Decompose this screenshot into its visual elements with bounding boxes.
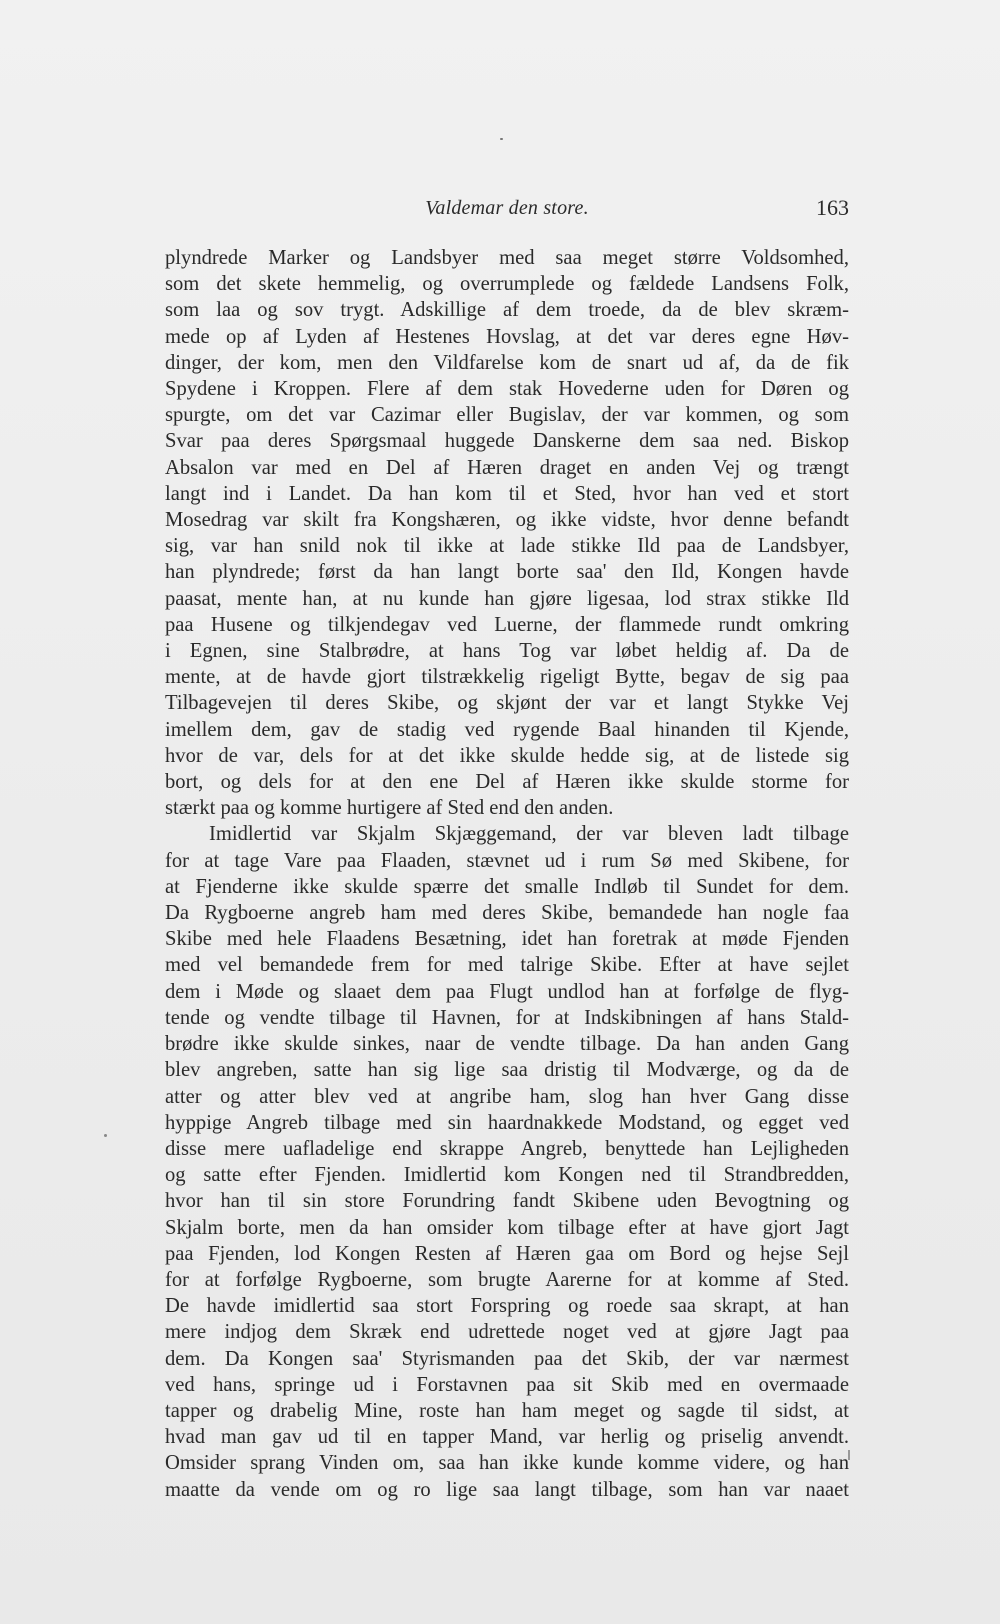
paper-speck (500, 138, 503, 140)
text-line: dem i Møde og slaaet dem paa Flugt undlod han at forfølge de flyg- (165, 980, 849, 1003)
text-line: atter og atter blev ved at angribe ham, slog han hver Gang disse (165, 1085, 849, 1108)
text-line: Omsider sprang Vinden om, saa han ikke kunde komme videre, og han (165, 1452, 849, 1475)
text-line: paasat, mente han, at nu kunde han gjøre ligesaa, lod strax stikke Ild (165, 587, 849, 610)
text-line: imellem dem, gav de stadig ved rygende Baal hinanden til Kjende, (165, 718, 849, 741)
text-line: paa Husene og tilkjendegav ved Luerne, der flammede rundt omkring (165, 613, 849, 636)
text-line: Skibe med hele Flaadens Besætning, idet han foretrak at møde Fjenden (165, 928, 849, 951)
text-line: dem. Da Kongen saa' Styrismanden paa det Skib, der var nærmest (165, 1347, 849, 1370)
text-line: han plyndrede; først da han langt borte saa' den Ild, Kongen havde (165, 561, 849, 584)
text-line: sig, var han snild nok til ikke at lade stikke Ild paa de Landsbyer, (165, 535, 849, 558)
text-line: maatte da vende om og ro lige saa langt tilbage, som han var naaet (165, 1478, 849, 1501)
text-line: Da Rygboerne angreb ham med deres Skibe, bemandede han nogle faa (165, 902, 849, 925)
text-line: dinger, der kom, men den Vildfarelse kom de snart ud af, da de fik (165, 351, 849, 374)
paper-speck (104, 1134, 107, 1137)
text-line: tende og vendte tilbage til Havnen, for at Indskibningen af hans Stald- (165, 1006, 849, 1029)
text-line: hvad man gav ud til en tapper Mand, var herlig og priselig anvendt. (165, 1426, 849, 1449)
text-line: disse mere uafladelige end skrappe Angreb, benyttede han Lejligheden (165, 1137, 849, 1160)
text-line: for at forfølge Rygboerne, som brugte Aarerne for at komme af Sted. (165, 1268, 849, 1291)
text-line: som laa og sov trygt. Adskillige af dem troede, da de blev skræm- (165, 299, 849, 322)
text-line: mente, at de havde gjort tilstrækkelig rigeligt Bytte, begav de sig paa (165, 666, 849, 689)
text-line: De havde imidlertid saa stort Forspring og roede saa skrapt, at han (165, 1295, 849, 1318)
text-line: stærkt paa og komme hurtigere af Sted end den anden. (165, 797, 614, 820)
text-line: paa Fjenden, lod Kongen Resten af Hæren gaa om Bord og hejse Sejl (165, 1242, 849, 1265)
text-line: at Fjenderne ikke skulde spærre det smalle Indløb til Sundet for dem. (165, 875, 849, 898)
text-line: langt ind i Landet. Da han kom til et Sted, hvor han ved et stort (165, 482, 849, 505)
text-line: hvor de var, dels for at det ikke skulde hedde sig, at de listede sig (165, 744, 849, 767)
text-line: Skjalm borte, men da han omsider kom tilbage efter at have gjort Jagt (165, 1216, 849, 1239)
text-line: spurgte, om det var Cazimar eller Bugislav, der var kommen, og som (165, 404, 849, 427)
text-line: Imidlertid var Skjalm Skjæggemand, der var bleven ladt tilbage (209, 823, 849, 846)
text-line: bort, og dels for at den ene Del af Hæren ikke skulde storme for (165, 771, 849, 794)
text-line: som det skete hemmelig, og overrumplede og fældede Landsens Folk, (165, 273, 849, 296)
text-line: ved hans, springe ud i Forstavnen paa sit Skib med en overmaade (165, 1373, 849, 1396)
text-line: Mosedrag var skilt fra Kongshæren, og ikke vidste, hvor denne befandt (165, 509, 849, 532)
text-line: hvor han til sin store Forundring fandt Skibene uden Bevogtning og (165, 1190, 849, 1213)
text-line: mede op af Lyden af Hestenes Hovslag, at det var deres egne Høv- (165, 325, 849, 348)
text-line: blev angreben, satte han sig lige saa dristig til Modværge, og da de (165, 1059, 849, 1082)
text-line: plyndrede Marker og Landsbyer med saa meget større Voldsomhed, (165, 247, 849, 269)
text-line: i Egnen, sine Stalbrødre, at hans Tog var løbet heldig af. Da de (165, 640, 849, 663)
text-line: og satte efter Fjenden. Imidlertid kom Kongen ned til Strandbredden, (165, 1164, 849, 1187)
page-header (165, 194, 849, 226)
text-line: Absalon var med en Del af Hæren draget en anden Vej og trængt (165, 456, 849, 479)
text-line: mere indjog dem Skræk end udrettede noget ved at gjøre Jagt paa (165, 1321, 849, 1344)
page-number: 163 (816, 195, 849, 220)
text-line: for at tage Vare paa Flaaden, stævnet ud i rum Sø med Skibene, for (165, 849, 849, 872)
body-text (165, 245, 849, 1503)
text-line: med vel bemandede frem for med talrige Skibe. Efter at have sejlet (165, 954, 849, 977)
text-line: brødre ikke skulde sinkes, naar de vendte tilbage. Da han anden Gang (165, 1033, 849, 1056)
running-title: Valdemar den store. (425, 197, 589, 219)
text-line: Spydene i Kroppen. Flere af dem stak Hovederne uden for Døren og (165, 378, 849, 401)
text-line: Tilbagevejen til deres Skibe, og skjønt der var et langt Stykke Vej (165, 692, 849, 715)
text-line: tapper og drabelig Mine, roste han ham meget og sagde til sidst, at (165, 1399, 849, 1422)
text-line: Svar paa deres Spørgsmaal huggede Danskerne dem saa ned. Biskop (165, 430, 849, 453)
text-line: hyppige Angreb tilbage med sin haardnakkede Modstand, og egget ved (165, 1111, 849, 1134)
